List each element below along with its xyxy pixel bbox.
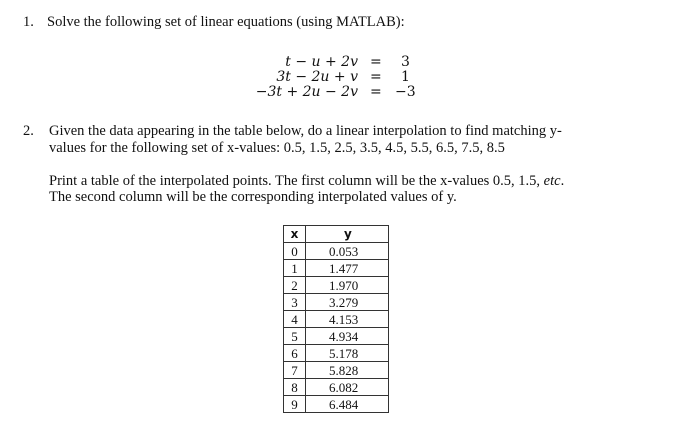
cell-x: 8 <box>284 379 306 396</box>
table-row <box>284 396 389 413</box>
table-header-row <box>284 226 389 243</box>
table-row <box>284 294 389 311</box>
equation-3-op: = <box>370 84 382 100</box>
equation-1-op: = <box>370 54 382 70</box>
table-row <box>284 362 389 379</box>
para-2-text: Print a table of the interpolated points. The first column will be the x-values 0.5, 1.5, <box>49 173 544 189</box>
data-table <box>283 225 389 413</box>
table-row <box>284 243 389 260</box>
cell-x: 9 <box>284 396 306 413</box>
cell-x: 4 <box>284 311 306 328</box>
header-x: x <box>284 226 306 243</box>
cell-y: 4.934 <box>306 328 389 345</box>
problem-1-number: 1. <box>23 14 34 30</box>
cell-x: 5 <box>284 328 306 345</box>
table-row <box>284 345 389 362</box>
cell-y: 5.178 <box>306 345 389 362</box>
problem-2-number: 2. <box>23 123 34 139</box>
cell-x: 7 <box>284 362 306 379</box>
table-row <box>284 277 389 294</box>
equation-2-lhs: 3t − 2u + v <box>276 69 358 85</box>
cell-y: 5.828 <box>306 362 389 379</box>
cell-y: 6.484 <box>306 396 389 413</box>
cell-y: 0.053 <box>306 243 389 260</box>
equation-3-lhs: −3t + 2u − 2v <box>255 84 358 100</box>
cell-y: 3.279 <box>306 294 389 311</box>
problem-2-para-2-line-2: The second column will be the corresponding interpolated values of y. <box>49 189 457 205</box>
equation-3-rhs: −3 <box>395 84 416 100</box>
equation-3 <box>200 84 358 102</box>
etc-text: etc <box>543 173 561 189</box>
table-row <box>284 260 389 277</box>
cell-y: 6.082 <box>306 379 389 396</box>
problem-2-line-1: Given the data appearing in the table below, do a linear interpolation to find matching y- <box>49 123 562 139</box>
cell-x: 6 <box>284 345 306 362</box>
cell-y: 4.153 <box>306 311 389 328</box>
equation-system <box>200 54 360 114</box>
equation-1-lhs: t − u + 2v <box>285 54 358 70</box>
problem-1-text: Solve the following set of linear equations (using MATLAB): <box>47 14 405 30</box>
equation-2-rhs: 1 <box>401 69 410 85</box>
problem-2-line-2: values for the following set of x-values: 0.5, 1.5, 2.5, 3.5, 4.5, 5.5, 6.5, 7.5, 8.5 <box>49 140 505 156</box>
cell-y: 1.477 <box>306 260 389 277</box>
table-row <box>284 379 389 396</box>
table-row <box>284 311 389 328</box>
cell-x: 0 <box>284 243 306 260</box>
equation-2-op: = <box>370 69 382 85</box>
header-y: y <box>306 226 389 243</box>
cell-x: 1 <box>284 260 306 277</box>
cell-x: 2 <box>284 277 306 294</box>
cell-y: 1.970 <box>306 277 389 294</box>
equation-1-rhs: 3 <box>401 54 410 70</box>
cell-x: 3 <box>284 294 306 311</box>
table-row <box>284 328 389 345</box>
period-text: . <box>560 173 565 189</box>
